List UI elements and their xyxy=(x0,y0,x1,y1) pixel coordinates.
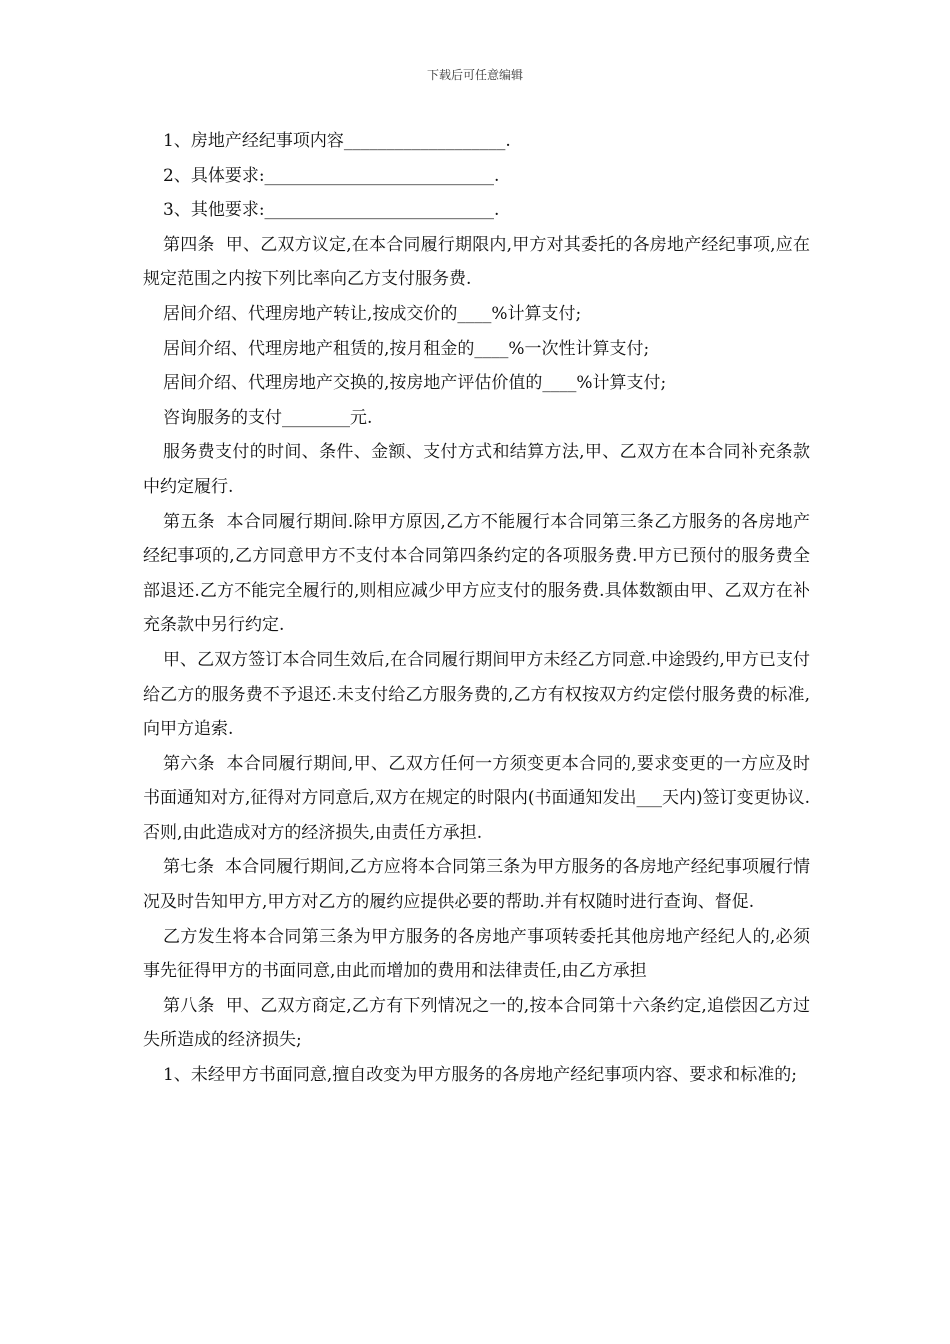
article-5: 第五条 本合同履行期间.除甲方原因,乙方不能履行本合同第三条乙方服务的各房地产经纪事项的,乙方同意甲方不支付本合同第四条约定的各项服务费.甲方已预付的服务费全部退还.乙方不能完全履行的,则相应减少甲方应支付的服务费.具体数额由甲、乙双方在补充条款中另行约定. xyxy=(143,511,810,636)
article-7: 第七条 本合同履行期间,乙方应将本合同第三条为甲方服务的各房地产经纪事项履行情况及时告知甲方,甲方对乙方的履约应提供必要的帮助.并有权随时进行查询、督促. xyxy=(143,857,810,913)
fee-transfer: 居间介绍、代理房地产转让,按成交价的____%计算支付; xyxy=(163,303,582,324)
list-item-content-requirement: 1、房地产经纪事项内容___________________. xyxy=(163,131,511,151)
fee-lease: 居间介绍、代理房地产租赁的,按月租金的____%一次性计算支付; xyxy=(163,338,650,359)
list-item-other-requirement: 3、其他要求:___________________________. xyxy=(163,200,500,221)
subcontract-clause: 乙方发生将本合同第三条为甲方服务的各房地产事项转委托其他房地产经纪人的,必须事先征得甲方的书面同意,由此而增加的费用和法律责任,由乙方承担 xyxy=(143,926,810,982)
contract-body xyxy=(143,124,810,1093)
fee-consulting: 咨询服务的支付________元. xyxy=(163,407,373,428)
list-item-specific-requirement: 2、具体要求:___________________________. xyxy=(163,165,500,186)
fee-payment-terms: 服务费支付的时间、条件、金额、支付方式和结算方法,甲、乙双方在本合同补充条款中约定履行. xyxy=(143,442,810,497)
article-4: 第四条 甲、乙双方议定,在本合同履行期限内,甲方对其委托的各房地产经纪事项,应在规定范围之内按下列比率向乙方支付服务费. xyxy=(143,234,810,290)
article-6: 第六条 本合同履行期间,甲、乙双方任何一方须变更本合同的,要求变更的一方应及时书面通知对方,征得对方同意后,双方在规定的时限内(书面通知发出___天内)签订变更协议.否则,由此造成对方的经济损失,由责任方承担. xyxy=(143,753,810,843)
fee-exchange: 居间介绍、代理房地产交换的,按房地产评估价值的____%计算支付; xyxy=(163,373,667,394)
article-8: 第八条 甲、乙双方商定,乙方有下列情况之一的,按本合同第十六条约定,追偿因乙方过失所造成的经济损失; xyxy=(143,995,810,1051)
article-8-item-1: 1、未经甲方书面同意,擅自改变为甲方服务的各房地产经纪事项内容、要求和标准的; xyxy=(163,1065,797,1086)
page-header: 下载后可任意编辑 xyxy=(426,68,523,82)
breach-clause: 甲、乙双方签订本合同生效后,在合同履行期间甲方未经乙方同意.中途毁约,甲方已支付给乙方的服务费不予退还.未支付给乙方服务费的,乙方有权按双方约定偿付服务费的标准,向甲方追索. xyxy=(143,649,810,740)
